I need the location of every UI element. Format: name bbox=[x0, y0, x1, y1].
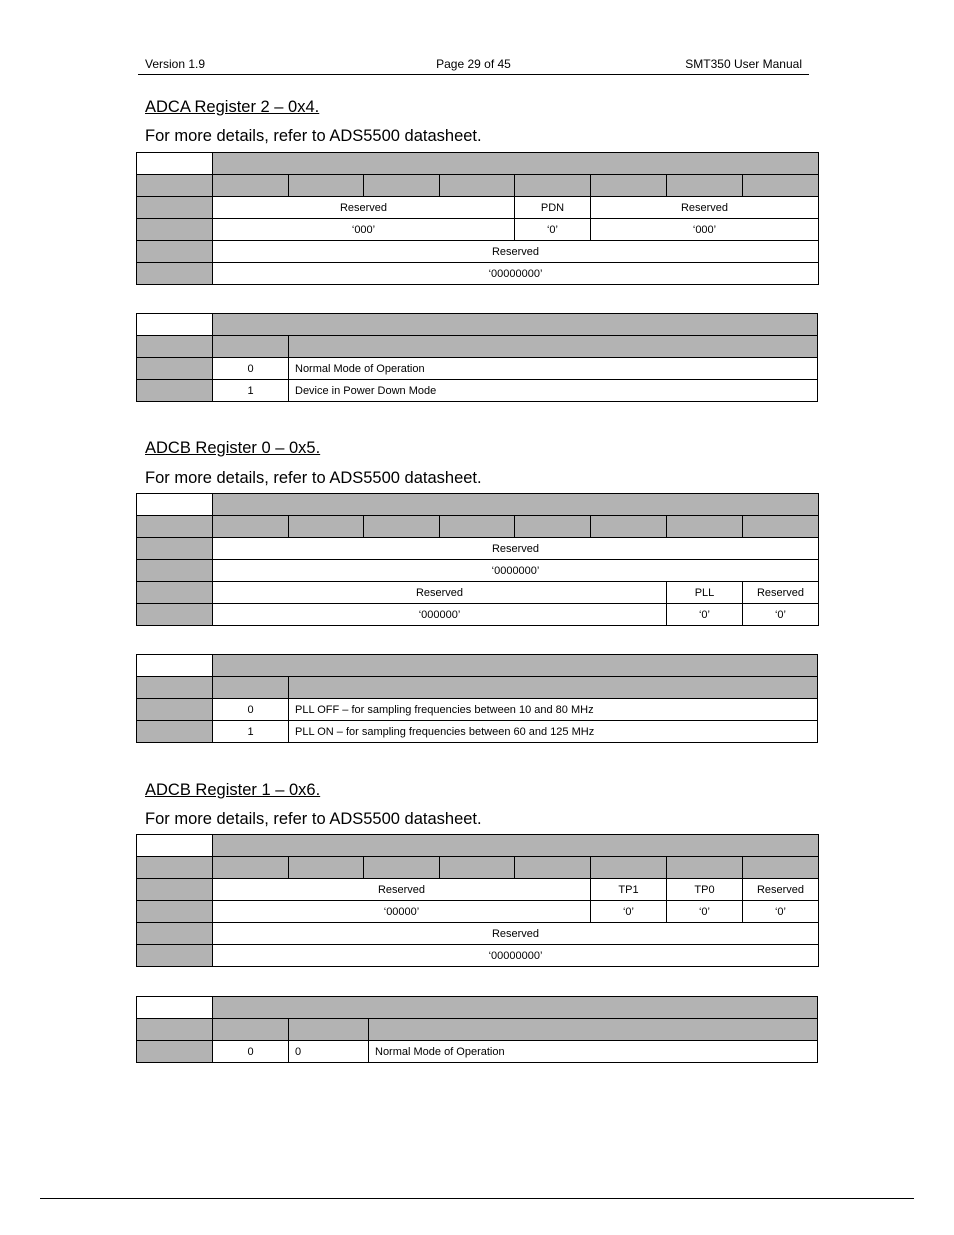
table-row bbox=[137, 945, 819, 967]
table-cell bbox=[743, 857, 819, 879]
table-cell bbox=[515, 516, 591, 538]
table-cell bbox=[137, 655, 213, 677]
bit-default: ‘00000000’ bbox=[213, 263, 819, 285]
table-cell bbox=[137, 175, 213, 197]
bit-default: ‘000’ bbox=[591, 219, 819, 241]
table-cell bbox=[137, 997, 213, 1019]
table-cell bbox=[137, 945, 213, 967]
register-table-adcb-reg0 bbox=[136, 493, 819, 626]
section-title-adca-reg2: ADCA Register 2 – 0x4. bbox=[145, 98, 320, 116]
setting-description: Normal Mode of Operation bbox=[289, 358, 818, 380]
table-cell bbox=[364, 516, 440, 538]
table-row bbox=[137, 219, 819, 241]
table-cell bbox=[213, 314, 818, 336]
table-row bbox=[137, 314, 818, 336]
table-cell bbox=[591, 516, 667, 538]
table-cell bbox=[137, 604, 213, 626]
bit-default: ‘00000’ bbox=[213, 901, 591, 923]
table-cell bbox=[137, 835, 213, 857]
table-row bbox=[137, 721, 818, 743]
table-row bbox=[137, 263, 819, 285]
section-desc-adcb-reg1: For more details, refer to ADS5500 datasheet. bbox=[145, 810, 482, 828]
setting-description: PLL ON – for sampling frequencies between 60 and 125 MHz bbox=[289, 721, 818, 743]
table-row bbox=[137, 358, 818, 380]
bit-field-tp0: TP0 bbox=[667, 879, 743, 901]
header-manual-title: SMT350 User Manual bbox=[685, 57, 802, 71]
table-cell bbox=[137, 857, 213, 879]
table-cell bbox=[515, 857, 591, 879]
table-cell bbox=[213, 153, 819, 175]
register-table-adca-reg2 bbox=[136, 152, 819, 285]
table-row bbox=[137, 835, 819, 857]
bit-field-reserved: Reserved bbox=[213, 879, 591, 901]
table-cell bbox=[213, 494, 819, 516]
table-row bbox=[137, 197, 819, 219]
setting-description: Normal Mode of Operation bbox=[369, 1041, 818, 1063]
table-row bbox=[137, 879, 819, 901]
bit-field-reserved: Reserved bbox=[213, 241, 819, 263]
table-row bbox=[137, 677, 818, 699]
table-cell bbox=[213, 997, 818, 1019]
table-cell bbox=[364, 857, 440, 879]
bit-field-reserved: Reserved bbox=[743, 879, 819, 901]
table-cell bbox=[213, 835, 819, 857]
bit-field-pll: PLL bbox=[667, 582, 743, 604]
table-cell bbox=[137, 494, 213, 516]
table-cell bbox=[440, 857, 515, 879]
table-cell bbox=[137, 901, 213, 923]
setting-description: Device in Power Down Mode bbox=[289, 380, 818, 402]
table-cell bbox=[667, 857, 743, 879]
setting-value: 0 bbox=[213, 699, 289, 721]
table-cell bbox=[137, 699, 213, 721]
table-cell bbox=[440, 516, 515, 538]
table-cell bbox=[137, 721, 213, 743]
table-cell bbox=[137, 1041, 213, 1063]
table-cell bbox=[137, 1019, 213, 1041]
table-cell bbox=[364, 175, 440, 197]
bit-field-reserved: Reserved bbox=[213, 582, 667, 604]
setting-value: 0 bbox=[213, 358, 289, 380]
bit-default: ‘0’ bbox=[743, 604, 819, 626]
section-desc-adca-reg2: For more details, refer to ADS5500 datasheet. bbox=[145, 127, 482, 145]
table-cell bbox=[137, 263, 213, 285]
header-page-number: Page 29 of 45 bbox=[436, 57, 511, 71]
setting-value: 0 bbox=[289, 1041, 369, 1063]
bit-default: ‘0000000’ bbox=[213, 560, 819, 582]
table-cell bbox=[137, 677, 213, 699]
table-cell bbox=[137, 358, 213, 380]
table-cell bbox=[213, 655, 818, 677]
table-row bbox=[137, 494, 819, 516]
table-row bbox=[137, 516, 819, 538]
table-cell bbox=[515, 175, 591, 197]
header-version: Version 1.9 bbox=[145, 57, 206, 71]
section-title-adcb-reg1: ADCB Register 1 – 0x6. bbox=[145, 781, 321, 799]
table-cell bbox=[591, 175, 667, 197]
table-row bbox=[137, 604, 819, 626]
page-header bbox=[138, 56, 809, 75]
table-cell bbox=[137, 219, 213, 241]
table-row bbox=[137, 336, 818, 358]
setting-value: 1 bbox=[213, 380, 289, 402]
bit-field-reserved: Reserved bbox=[743, 582, 819, 604]
setting-value: 0 bbox=[213, 1041, 289, 1063]
table-row bbox=[137, 175, 819, 197]
section-desc-adcb-reg0: For more details, refer to ADS5500 datasheet. bbox=[145, 469, 482, 487]
table-cell bbox=[289, 336, 818, 358]
table-row bbox=[137, 1041, 818, 1063]
table-cell bbox=[213, 857, 289, 879]
bit-default: ‘0’ bbox=[667, 901, 743, 923]
table-cell bbox=[137, 153, 213, 175]
table-row bbox=[137, 857, 819, 879]
bit-default: ‘0’ bbox=[591, 901, 667, 923]
bit-field-reserved: Reserved bbox=[591, 197, 819, 219]
table-cell bbox=[137, 582, 213, 604]
section-title-adcb-reg0: ADCB Register 0 – 0x5. bbox=[145, 439, 321, 457]
bit-default: ‘000000’ bbox=[213, 604, 667, 626]
bit-field-reserved: Reserved bbox=[213, 923, 819, 945]
bit-default: ‘0’ bbox=[743, 901, 819, 923]
table-cell bbox=[369, 1019, 818, 1041]
setting-description: PLL OFF – for sampling frequencies between 10 and 80 MHz bbox=[289, 699, 818, 721]
bit-default: ‘0’ bbox=[667, 604, 743, 626]
footer-divider bbox=[40, 1198, 914, 1199]
bit-field-reserved: Reserved bbox=[213, 197, 515, 219]
bit-field-pdn: PDN bbox=[515, 197, 591, 219]
table-cell bbox=[440, 175, 515, 197]
settings-table-adcb-reg1 bbox=[136, 996, 818, 1063]
table-cell bbox=[213, 516, 289, 538]
bit-default: ‘0’ bbox=[515, 219, 591, 241]
table-cell bbox=[213, 677, 289, 699]
bit-default: ‘000’ bbox=[213, 219, 515, 241]
table-row bbox=[137, 699, 818, 721]
table-row bbox=[137, 1019, 818, 1041]
table-cell bbox=[137, 516, 213, 538]
bit-field-reserved: Reserved bbox=[213, 538, 819, 560]
table-row bbox=[137, 997, 818, 1019]
table-cell bbox=[137, 560, 213, 582]
table-row bbox=[137, 153, 819, 175]
table-cell bbox=[213, 336, 289, 358]
table-cell bbox=[591, 857, 667, 879]
table-row bbox=[137, 655, 818, 677]
table-row bbox=[137, 538, 819, 560]
table-cell bbox=[289, 677, 818, 699]
table-cell bbox=[289, 175, 364, 197]
table-cell bbox=[137, 380, 213, 402]
table-row bbox=[137, 380, 818, 402]
table-cell bbox=[213, 1019, 289, 1041]
table-cell bbox=[137, 879, 213, 901]
table-cell bbox=[667, 175, 743, 197]
bit-default: ‘00000000’ bbox=[213, 945, 819, 967]
table-row bbox=[137, 923, 819, 945]
register-table-adcb-reg1 bbox=[136, 834, 819, 967]
table-cell bbox=[137, 314, 213, 336]
table-cell bbox=[667, 516, 743, 538]
table-cell bbox=[289, 516, 364, 538]
settings-table-adcb-reg0 bbox=[136, 654, 818, 743]
table-cell bbox=[213, 175, 289, 197]
table-cell bbox=[289, 857, 364, 879]
table-cell bbox=[137, 538, 213, 560]
table-cell bbox=[743, 516, 819, 538]
table-cell bbox=[289, 1019, 369, 1041]
table-cell bbox=[137, 241, 213, 263]
table-cell bbox=[137, 197, 213, 219]
table-row bbox=[137, 241, 819, 263]
table-row bbox=[137, 901, 819, 923]
table-row bbox=[137, 582, 819, 604]
table-cell bbox=[743, 175, 819, 197]
setting-value: 1 bbox=[213, 721, 289, 743]
bit-field-tp1: TP1 bbox=[591, 879, 667, 901]
settings-table-adca-reg2 bbox=[136, 313, 818, 402]
table-cell bbox=[137, 336, 213, 358]
table-row bbox=[137, 560, 819, 582]
table-cell bbox=[137, 923, 213, 945]
